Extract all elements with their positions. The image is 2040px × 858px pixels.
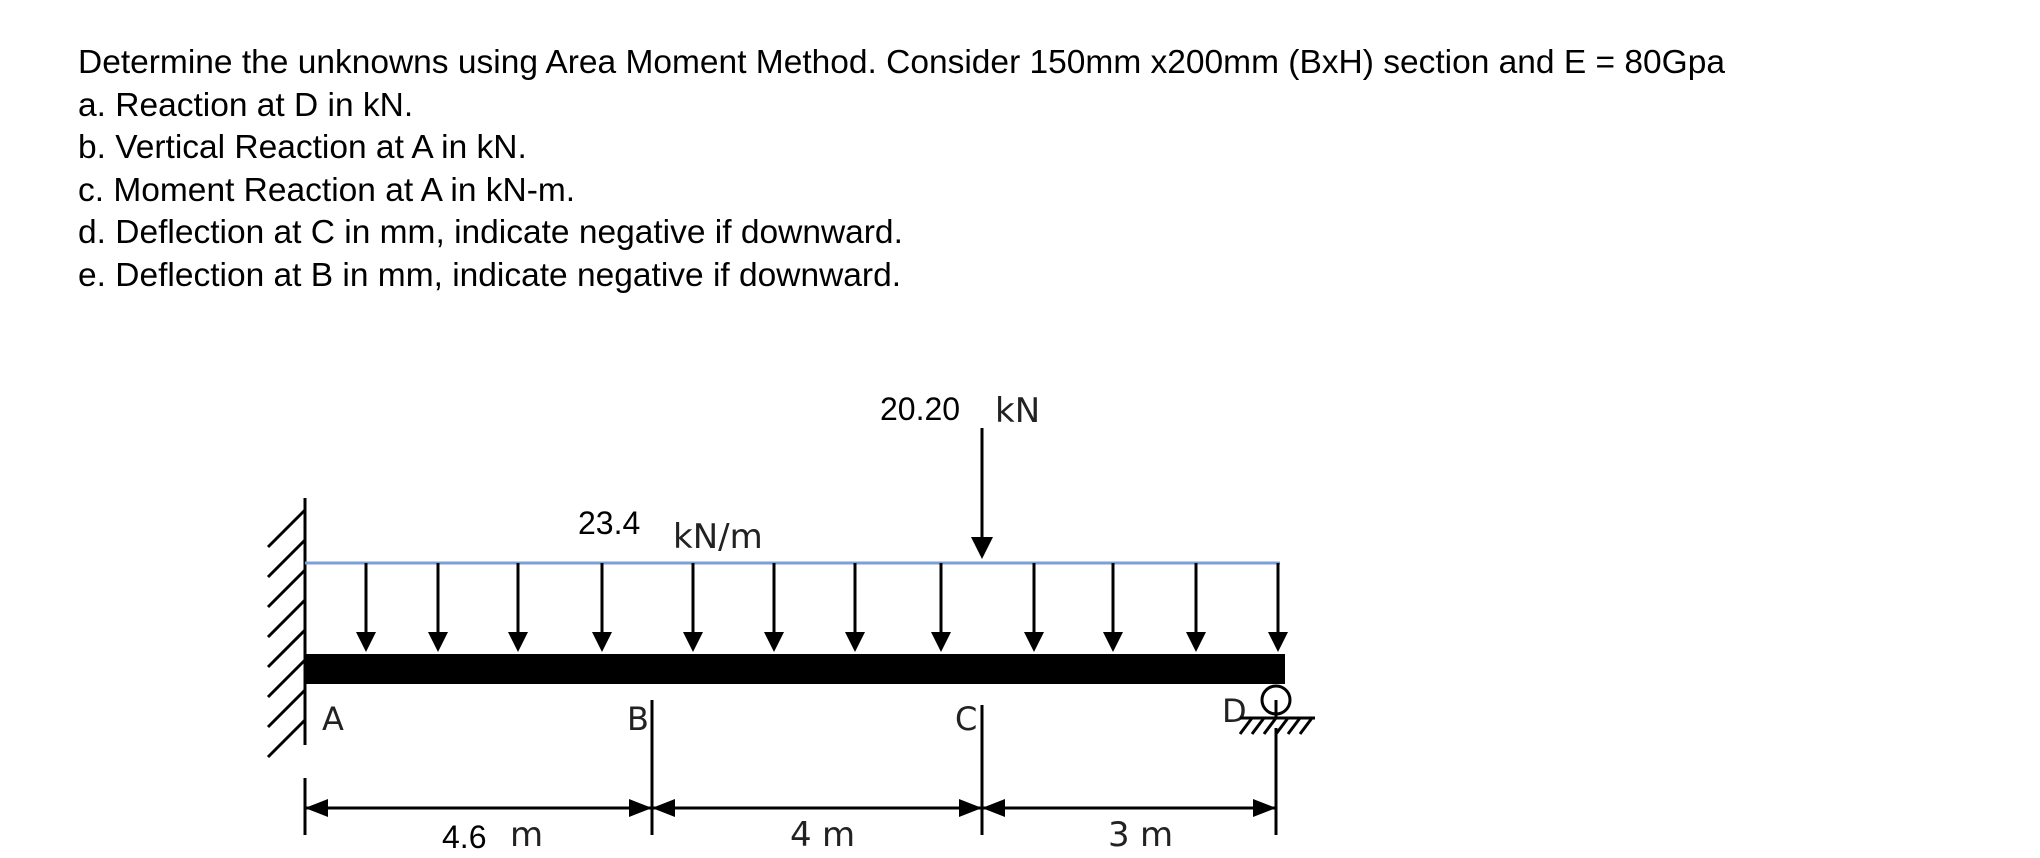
dimension-bc-value: 4 [790,815,812,855]
item-c: c. Moment Reaction at A in kN-m. [78,171,576,209]
udl-arrow [1024,563,1044,652]
udl-arrow [1268,563,1288,652]
roller-support [1240,686,1315,734]
point-load-arrow [971,428,993,559]
beam [305,654,1285,684]
item-e: e. Deflection at B in mm, indicate negative if downward. [78,256,902,294]
distributed-load-unit: kN/m [673,517,763,557]
point-label-a: A [322,700,344,738]
udl-arrow [1103,563,1123,652]
distributed-load-arrows [356,563,1288,652]
problem-statement: Determine the unknowns using Area Moment Method. Consider 150mm x200mm (BxH) section and E = 80Gpa [78,44,1725,81]
point-label-c: C [955,700,978,738]
udl-arrow [428,563,448,652]
dimension-ab-value: 4.6 [442,819,487,855]
point-load-value: 20.20 [880,391,961,427]
udl-arrow [1186,563,1206,652]
dimension-bc-unit: m [822,815,856,855]
dimension-cd-unit: m [1140,815,1174,855]
distributed-load-value: 23.4 [578,505,641,541]
point-label-d: D [1222,692,1247,730]
udl-arrow [683,563,703,652]
udl-arrow [764,563,784,652]
udl-arrow [845,563,865,652]
udl-arrow [931,563,951,652]
dimension-ab-unit: m [510,815,544,855]
point-load-unit: kN [995,391,1041,431]
point-label-b: B [627,700,649,738]
item-d: d. Deflection at C in mm, indicate negative if downward. [78,214,903,251]
item-a: a. Reaction at D in kN. [78,86,414,124]
dimension-cd-value: 3 [1108,815,1130,855]
udl-arrow [356,563,376,652]
item-b: b. Vertical Reaction at A in kN. [78,129,527,166]
udl-arrow [592,563,612,652]
fixed-support [268,498,305,757]
udl-arrow [508,563,528,652]
